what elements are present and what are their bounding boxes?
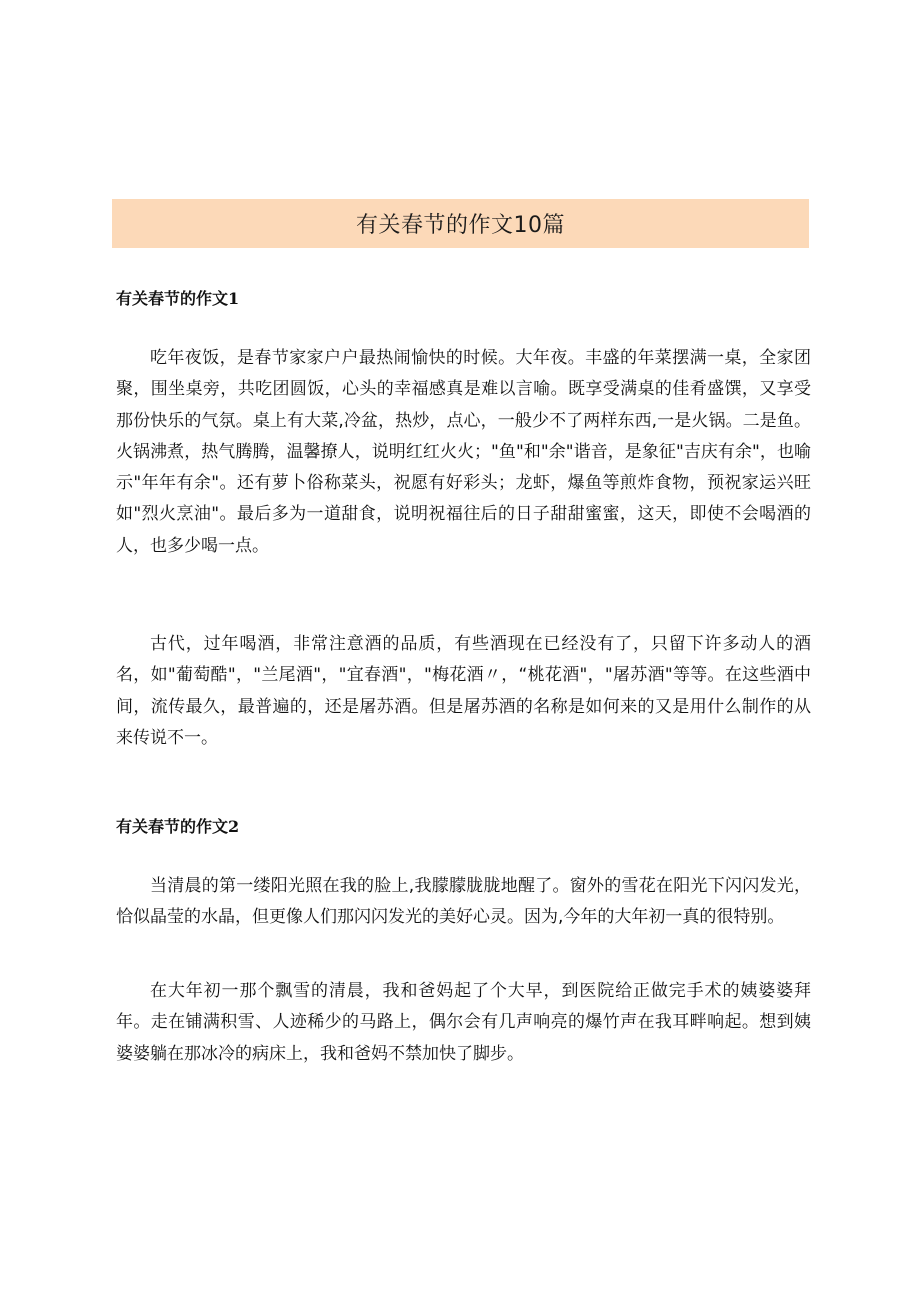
section-heading-1: 有关春节的作文1 xyxy=(116,289,240,308)
section-2-paragraph-2: 在大年初一那个飘雪的清晨，我和爸妈起了个大早，到医院给正做完手术的姨婆婆拜年。走在铺满积雪、人迹稀少的马路上，偶尔会有几声响亮的爆竹声在我耳畔响起。想到姨婆婆躺在那冰冷的病床上，我和爸妈不禁加快了脚步。 xyxy=(116,981,811,1064)
document-title: 有关春节的作文10篇 xyxy=(356,213,565,238)
section-heading-2: 有关春节的作文2 xyxy=(116,817,240,836)
section-1-paragraph-1: 吃年夜饭，是春节家家户户最热闹愉快的时候。大年夜。丰盛的年菜摆满一桌，全家团聚，围坐桌旁，共吃团圆饭，心头的幸福感真是难以言喻。既享受满桌的佳肴盛馔，又享受那份快乐的气氛。桌上有大菜,冷盆，热炒，点心，一般少不了两样东西,一是火锅。二是鱼。火锅沸煮，热气腾腾，温馨撩人，说明红红火火；"鱼"和"余"谐音，是象征"吉庆有余"，也喻示"年年有余"。还有萝卜俗称菜头，祝愿有好彩头；龙虾，爆鱼等煎炸食物，预祝家运兴旺如"烈火烹油"。最后多为一道甜食，说明祝福往后的日子甜甜蜜蜜，这天，即使不会喝酒的人，也多少喝一点。 xyxy=(116,348,811,556)
section-1-paragraph-2: 古代，过年喝酒，非常注意酒的品质，有些酒现在已经没有了，只留下许多动人的酒名，如"葡萄酷"，"兰尾酒"，"宜春酒"，"梅花酒〃，“桃花酒"，"屠苏酒"等等。在这些酒中间，流传最久，最普遍的，还是屠苏酒。但是屠苏酒的名称是如何来的又是用什么制作的从来传说不一。 xyxy=(116,634,811,748)
section-2-paragraph-1: 当清晨的第一缕阳光照在我的脸上,我朦朦胧胧地醒了。窗外的雪花在阳光下闪闪发光，恰似晶莹的水晶，但更像人们那闪闪发光的美好心灵。因为,今年的大年初一真的很特别。 xyxy=(116,876,811,928)
title-banner xyxy=(112,199,809,248)
